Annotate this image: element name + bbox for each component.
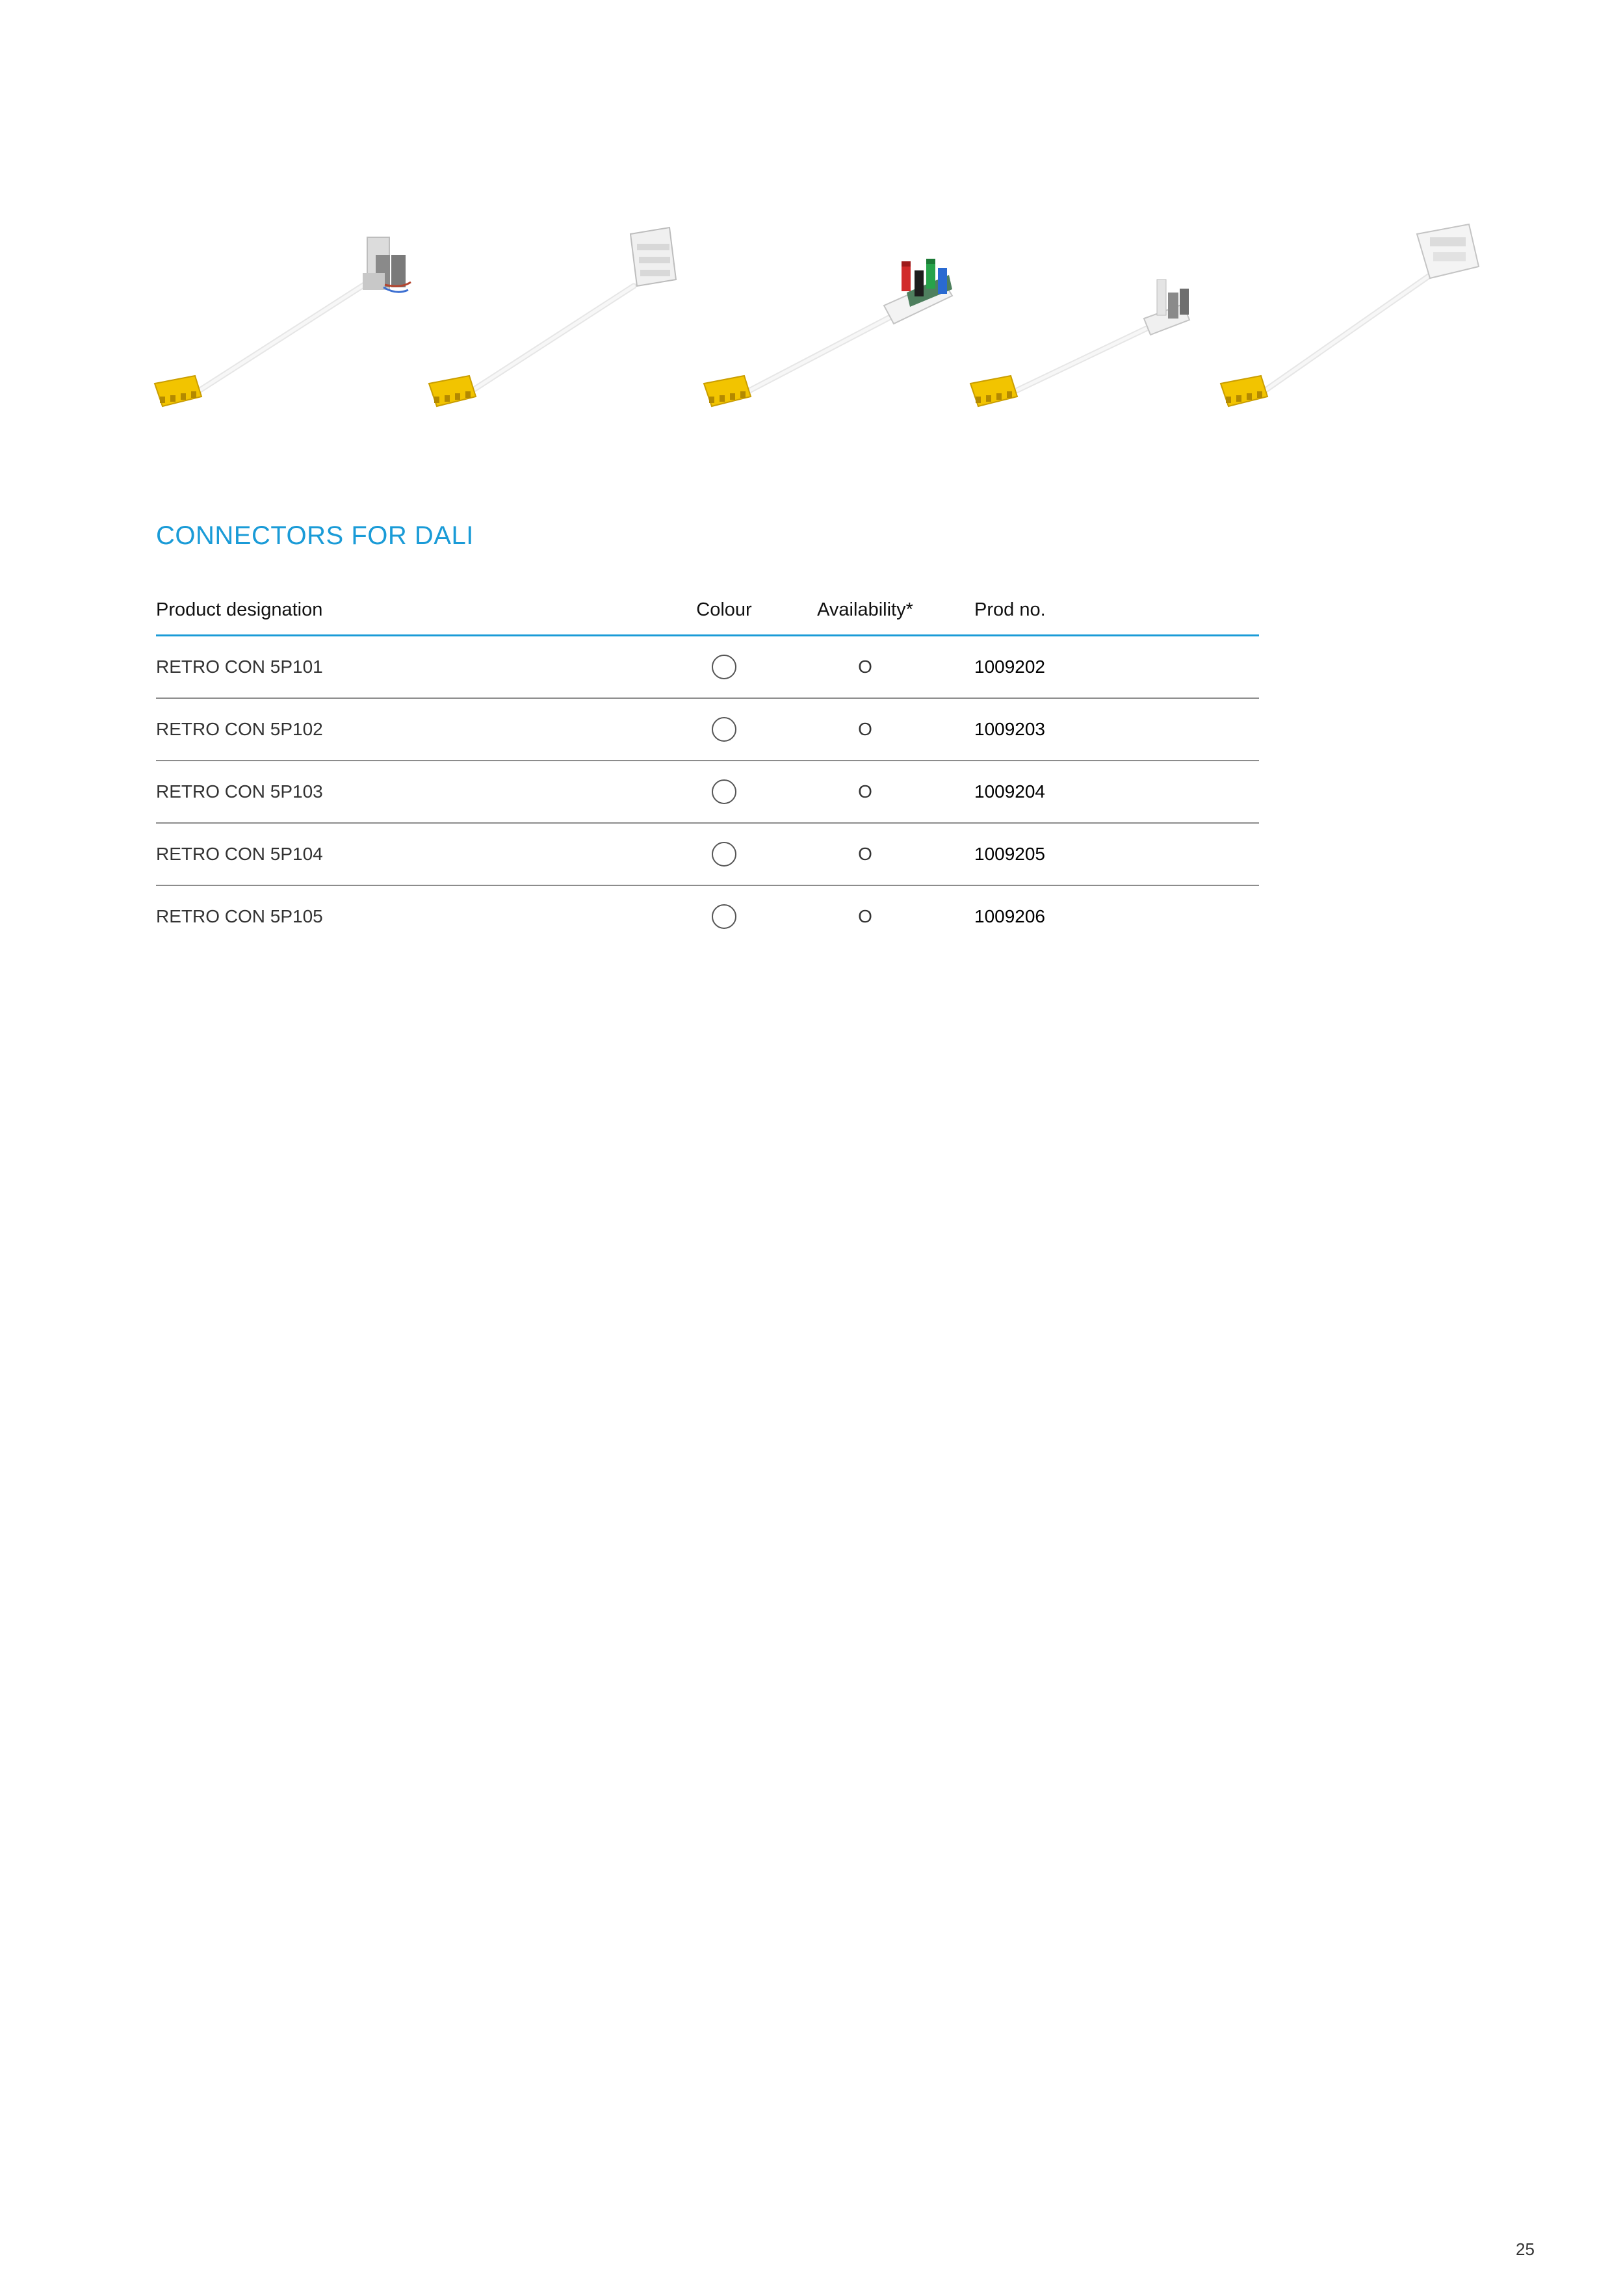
availability: O <box>782 698 948 761</box>
colour-cell <box>666 761 782 823</box>
colour-cell <box>666 885 782 947</box>
prod-no: 1009202 <box>948 636 1259 699</box>
connector-with-plug-cable-icon <box>959 208 1232 455</box>
connector-with-plug-cable-icon <box>419 208 692 455</box>
connector-table <box>156 585 1259 947</box>
product-designation: RETRO CON 5P102 <box>156 698 666 761</box>
availability: O <box>782 636 948 699</box>
connector-5p102-image <box>419 208 692 455</box>
white-swatch-icon <box>712 779 736 804</box>
connector-5p101-image <box>143 208 416 455</box>
table-row <box>156 761 1259 823</box>
page-number: 25 <box>1516 2239 1535 2259</box>
product-designation: RETRO CON 5P101 <box>156 636 666 699</box>
connector-5p103-image <box>692 208 965 455</box>
connector-with-plug-cable-icon <box>692 208 965 455</box>
product-designation: RETRO CON 5P104 <box>156 823 666 885</box>
availability: O <box>858 906 872 926</box>
connector-5p105-image <box>1209 208 1482 455</box>
header-product-designation: Product designation <box>156 585 666 636</box>
availability: O <box>782 823 948 885</box>
header-colour: Colour <box>666 585 782 636</box>
connector-with-plug-cable-icon <box>143 208 416 455</box>
prod-no: 1009205 <box>948 823 1259 885</box>
prod-no: 1009203 <box>948 698 1259 761</box>
table-header-row <box>156 585 1259 636</box>
header-prod-no: Prod no. <box>948 585 1259 636</box>
table-row <box>156 823 1259 885</box>
table-row <box>156 636 1259 699</box>
white-swatch-icon <box>712 717 736 742</box>
product-images <box>143 208 1573 455</box>
header-availability: Availability* <box>782 585 948 636</box>
colour-cell <box>666 823 782 885</box>
prod-no: 1009204 <box>948 761 1259 823</box>
connector-5p104-image <box>959 208 1232 455</box>
connector-with-plug-cable-icon <box>1209 208 1482 455</box>
white-swatch-icon <box>712 655 736 679</box>
product-designation: RETRO CON 5P103 <box>156 761 666 823</box>
availability: O <box>782 761 948 823</box>
white-swatch-icon <box>712 842 736 867</box>
table-row <box>156 885 1259 947</box>
section-title: CONNECTORS FOR DALI <box>156 521 474 550</box>
colour-cell <box>666 698 782 761</box>
prod-no: 1009206 <box>974 906 1046 926</box>
product-designation: RETRO CON 5P105 <box>156 906 323 926</box>
table-row <box>156 698 1259 761</box>
white-swatch-icon <box>712 904 736 929</box>
colour-cell <box>666 636 782 699</box>
